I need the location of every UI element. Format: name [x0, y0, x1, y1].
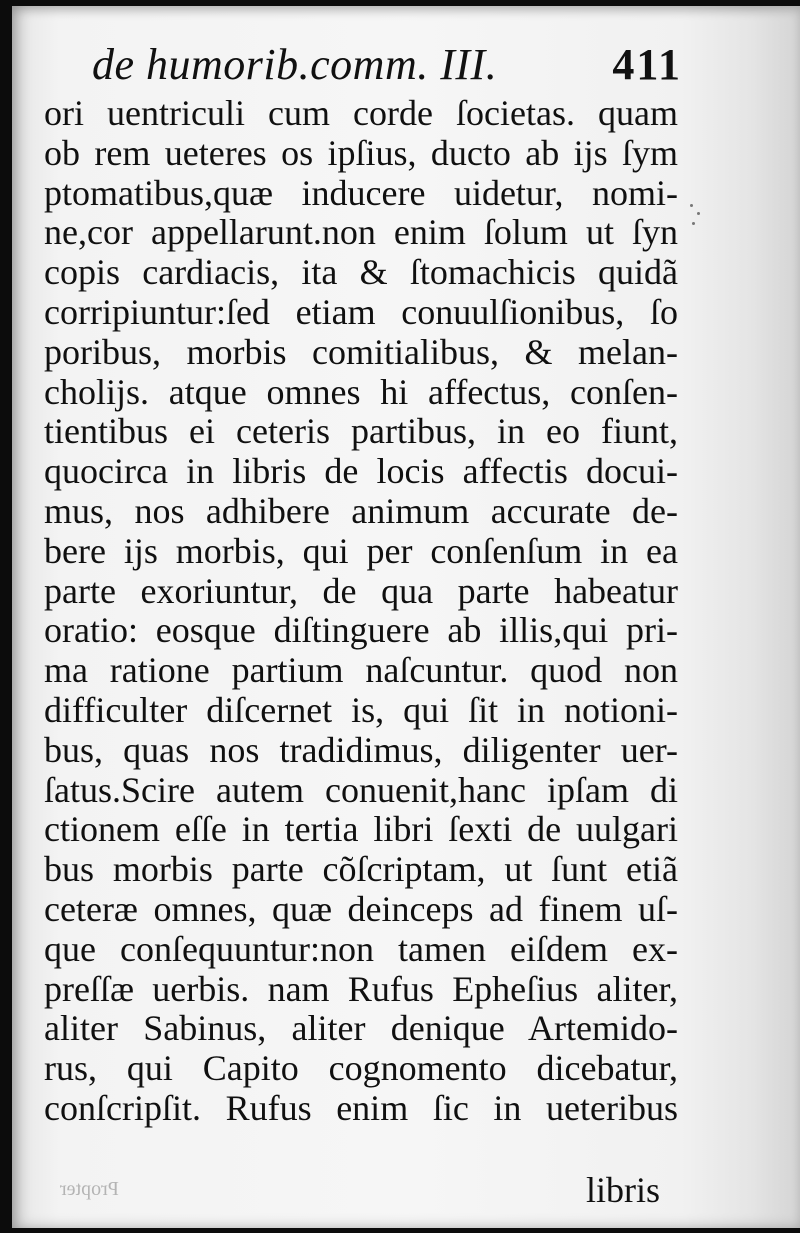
ink-specks — [688, 200, 708, 240]
text-line: oratio: eosque diſtinguere ab illis,qui pri- — [44, 611, 678, 651]
running-head: de humorib.comm. III. — [92, 40, 498, 89]
text-line: mus, nos adhibere animum accurate de- — [44, 491, 678, 531]
page-header — [92, 34, 682, 96]
show-through-text: Propter — [60, 1178, 119, 1200]
text-line: cholijs. atque omnes hi affectus, conſen- — [44, 372, 678, 412]
text-line: preſſæ uerbis. nam Rufus Epheſius aliter, — [44, 969, 678, 1009]
text-line: ceteræ omnes, quæ deinceps ad finem uſ- — [44, 889, 678, 929]
text-line: bus, quas nos tradidimus, diligenter uer- — [44, 730, 678, 770]
text-line: ſatus.Scire autem conuenit,hanc ipſam di — [44, 770, 678, 810]
text-line: ctionem eſſe in tertia libri ſexti de uulgari — [44, 810, 678, 850]
text-line: quocirca in libris de locis affectis docui- — [44, 452, 678, 492]
text-line: tientibus ei ceteris partibus, in eo fiunt, — [44, 412, 678, 452]
text-line: corripiuntur:ſed etiam conuulſionibus, ſo — [44, 292, 678, 332]
text-line: difficulter diſcernet is, qui ſit in notioni- — [44, 690, 678, 730]
text-line: que conſequuntur:non tamen eiſdem ex- — [44, 929, 678, 969]
text-line: copis cardiacis, ita & ſtomachicis quidã — [44, 253, 678, 293]
text-line: ma ratione partium naſcuntur. quod non — [44, 651, 678, 691]
text-line: conſcripſit. Rufus enim ſic in ueteribus — [44, 1088, 678, 1128]
text-line: bere ijs morbis, qui per conſenſum in ea — [44, 531, 678, 571]
page-edge-shadow — [752, 6, 800, 1228]
text-line: ptomatibus,quæ inducere uidetur, nomi- — [44, 173, 678, 213]
text-line: rus, qui Capito cognomento dicebatur, — [44, 1049, 678, 1089]
text-line: bus morbis parte cõſcriptam, ut ſunt etiã — [44, 850, 678, 890]
text-line: ne,cor appellarunt.non enim ſolum ut ſyn — [44, 213, 678, 253]
text-line: parte exoriuntur, de qua parte habeatur — [44, 571, 678, 611]
text-line: poribus, morbis comitialibus, & melan- — [44, 332, 678, 372]
body-text — [44, 94, 678, 1129]
catchword: libris — [586, 1170, 661, 1210]
text-line: ori uentriculi cum corde ſocietas. quam — [44, 94, 678, 133]
text-line: aliter Sabinus, aliter denique Artemido- — [44, 1009, 678, 1049]
page-number: 411 — [612, 40, 682, 89]
text-line: ob rem ueteres os ipſius, ducto ab ijs ſym — [44, 133, 678, 173]
